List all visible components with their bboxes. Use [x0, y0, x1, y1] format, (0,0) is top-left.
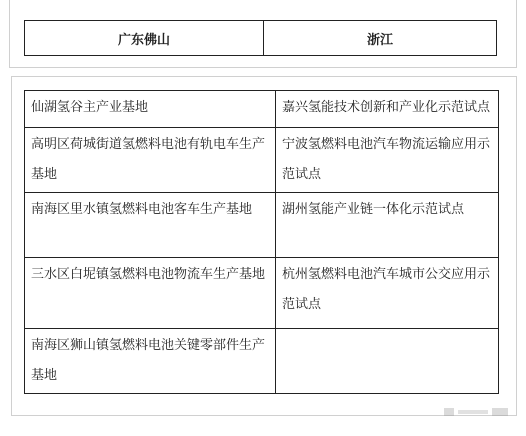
cell-foshan: 三水区白坭镇氢燃料电池物流车生产基地 — [25, 258, 276, 329]
base-table — [24, 90, 499, 394]
header-table — [24, 20, 497, 56]
cell-foshan: 南海区狮山镇氢燃料电池关键零部件生产基地 — [25, 329, 276, 394]
cell-zhejiang: 嘉兴氢能技术创新和产业化示范试点 — [276, 91, 499, 128]
cell-zhejiang: 湖州氢能产业链一体化示范试点 — [276, 193, 499, 258]
cell-foshan: 高明区荷城街道氢燃料电池有轨电车生产基地 — [25, 128, 276, 193]
table-row — [25, 91, 499, 128]
table-row — [25, 329, 499, 394]
table-row — [25, 193, 499, 258]
table-row — [25, 128, 499, 193]
cell-zhejiang: 杭州氢燃料电池汽车城市公交应用示范试点 — [276, 258, 499, 329]
cell-foshan: 仙湖氢谷主产业基地 — [25, 91, 276, 128]
header-guangdong-foshan: 广东佛山 — [25, 21, 264, 56]
header-zhejiang: 浙江 — [264, 21, 497, 56]
cell-zhejiang — [276, 329, 499, 394]
table-row — [25, 258, 499, 329]
watermark-icon — [442, 404, 512, 420]
cell-zhejiang: 宁波氢燃料电池汽车物流运输应用示范试点 — [276, 128, 499, 193]
cell-foshan: 南海区里水镇氢燃料电池客车生产基地 — [25, 193, 276, 258]
